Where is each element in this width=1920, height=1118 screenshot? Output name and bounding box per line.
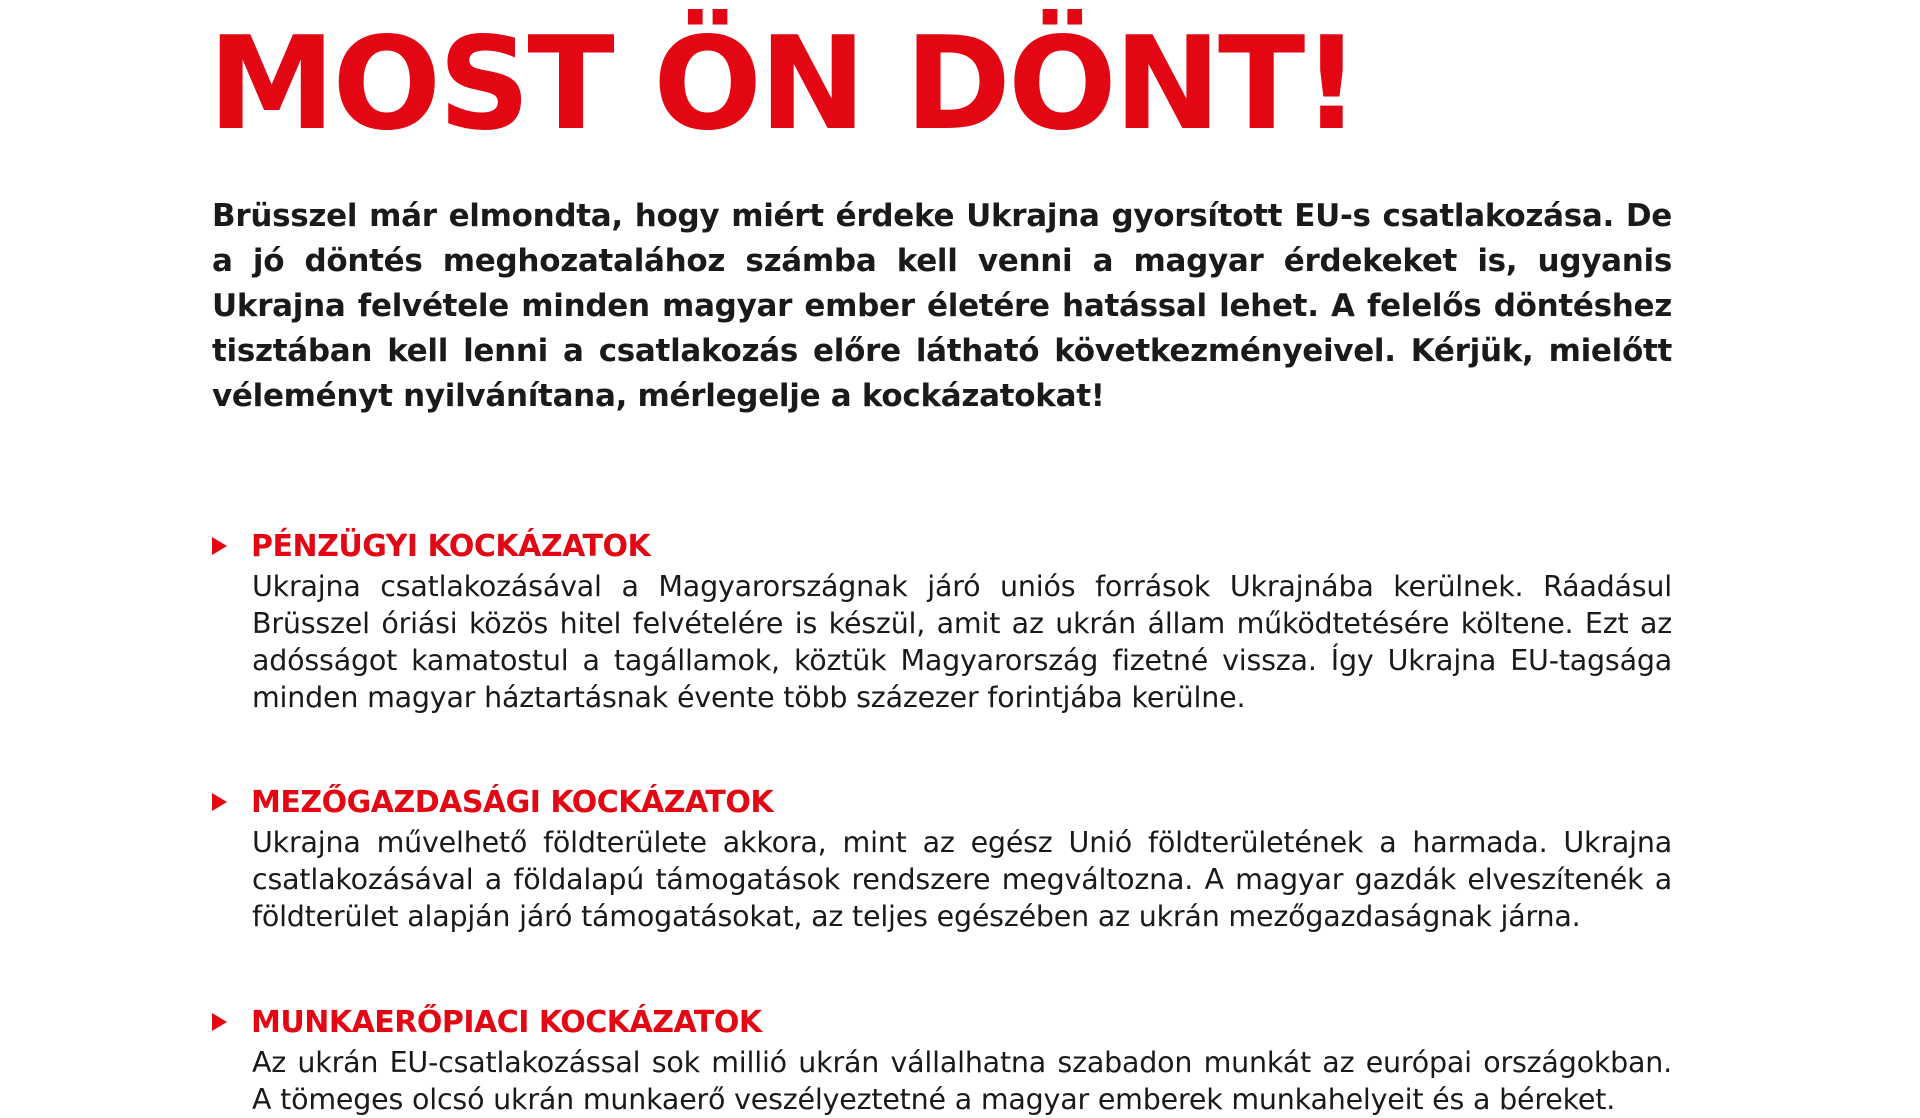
risk-text: Az ukrán EU-csatlakozással sok millió ukrán vállalhatna szabadon munkát az európai országokban. A tömeges olcsó ukrán munkaerő veszélyeztetné a magyar emberek munkahelyeit és a béreket.	[252, 1046, 1672, 1116]
risk-text: Ukrajna művelhető földterülete akkora, mint az egész Unió földterületének a harmada. Ukrajna csatlakozásával a földalapú támogatások rendszere megváltozna. A magyar gazdák elveszítenék a földterület alapján járó támogatásokat, az teljes egészében az ukrán mezőgazdaságnak járna.	[252, 826, 1672, 933]
risk-heading	[212, 1000, 1672, 1044]
risk-heading	[212, 780, 1672, 824]
triangle-right-icon	[212, 537, 227, 555]
risk-title: PÉNZÜGYI KOCKÁZATOK	[251, 528, 651, 564]
risk-section-financial	[212, 524, 1672, 716]
risk-title: MEZŐGAZDASÁGI KOCKÁZATOK	[251, 784, 774, 820]
risk-text: Ukrajna csatlakozásával a Magyarországnak járó uniós források Ukrajnába kerülnek. Ráadásul Brüsszel óriási közös hitel felvételére is készül, amit az ukrán állam működtetésére költene. Ezt az adósságot kamatostul a tagállamok, köztük Magyarország fizetné vissza. Így Ukrajna EU-tagsága minden magyar háztartásnak évente több százezer forintjába kerülne.	[252, 570, 1672, 714]
risk-section-labour-market	[212, 1000, 1672, 1118]
risk-title: MUNKAERŐPIACI KOCKÁZATOK	[251, 1004, 762, 1040]
triangle-right-icon	[212, 793, 227, 811]
intro-paragraph: Brüsszel már elmondta, hogy miért érdeke Ukrajna gyorsított EU-s csatlakozása. De a jó döntés meghozatalához számba kell venni a magyar érdekeket is, ugyanis Ukrajna felvétele minden magyar ember életére hatással lehet. A felelős döntéshez tisztában kell lenni a csatlakozás előre látható következményeivel. Kérjük, mielőtt véleményt nyilvánítana, mérlegelje a kockázatokat!	[212, 198, 1672, 414]
risk-heading	[212, 524, 1672, 568]
risk-section-agricultural	[212, 780, 1672, 935]
triangle-right-icon	[212, 1013, 227, 1031]
headline: MOST ÖN DÖNT!	[208, 10, 1358, 159]
